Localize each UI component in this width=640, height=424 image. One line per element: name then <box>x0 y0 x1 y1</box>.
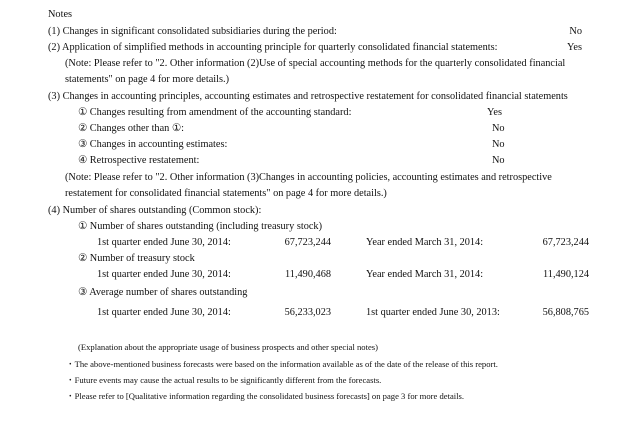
item3-row-value: No <box>492 139 505 150</box>
item3-note-line1: (Note: Please refer to "2. Other information (3)Changes in accounting policies, accounting estimates and retrospective <box>65 172 552 183</box>
explanation-heading: (Explanation about the appropriate usage of business prospects and other special notes) <box>78 342 378 352</box>
item3-label: (3) Changes in accounting principles, accounting estimates and retrospective restatement for consolidated financial statements <box>48 91 568 102</box>
shares-left-label: 1st quarter ended June 30, 2014: <box>97 237 231 248</box>
explanation-bullet: ・The above-mentioned business forecasts were based on the information available as of the date of the release of this report. <box>66 359 498 369</box>
shares-left-value: 56,233,023 <box>284 307 331 318</box>
item3-row-label: ① Changes resulting from amendment of the accounting standard: <box>78 107 352 118</box>
shares-left-value: 67,723,244 <box>284 237 331 248</box>
shares-right-label: Year ended March 31, 2014: <box>366 269 484 280</box>
item2-note-line1: (Note: Please refer to "2. Other information (2)Use of special accounting methods for the quarterly consolidated financial <box>65 58 566 69</box>
shares-group-heading: ② Number of treasury stock <box>78 253 195 264</box>
item3-row-value: No <box>492 155 505 166</box>
shares-left-value: 11,490,468 <box>285 269 331 280</box>
shares-group-heading: ① Number of shares outstanding (including treasury stock) <box>78 221 323 232</box>
item3-row-value: No <box>492 123 505 134</box>
shares-right-value: 67,723,244 <box>542 237 589 248</box>
explanation-bullet: ・Please refer to [Qualitative information regarding the consolidated business forecasts] on page 3 for more details. <box>66 391 465 401</box>
item2-note-line2: statements" on page 4 for more details.) <box>65 74 230 85</box>
item2-value: Yes <box>567 42 582 53</box>
notes-title: Notes <box>48 9 73 20</box>
item4-label: (4) Number of shares outstanding (Common stock): <box>48 205 262 216</box>
item2-label: (2) Application of simplified methods in accounting principle for quarterly consolidated financial statements: <box>48 42 498 53</box>
shares-right-label: 1st quarter ended June 30, 2013: <box>366 307 500 318</box>
shares-right-label: Year ended March 31, 2014: <box>366 237 484 248</box>
item3-row-value: Yes <box>487 107 502 118</box>
shares-group-heading: ③ Average number of shares outstanding <box>78 287 248 298</box>
shares-left-label: 1st quarter ended June 30, 2014: <box>97 269 231 280</box>
shares-right-value: 11,490,124 <box>543 269 589 280</box>
explanation-bullet: ・Future events may cause the actual results to be significantly different from the forecasts. <box>66 375 382 385</box>
item3-note-line2: restatement for consolidated financial statements" on page 4 for more details.) <box>65 188 387 199</box>
item1-value: No <box>569 26 582 37</box>
item1-label: (1) Changes in significant consolidated subsidiaries during the period: <box>48 26 337 37</box>
shares-left-label: 1st quarter ended June 30, 2014: <box>97 307 231 318</box>
shares-right-value: 56,808,765 <box>542 307 589 318</box>
item3-row-label: ③ Changes in accounting estimates: <box>78 139 228 150</box>
item3-row-label: ② Changes other than ①: <box>78 123 184 134</box>
item3-row-label: ④ Retrospective restatement: <box>78 155 200 166</box>
